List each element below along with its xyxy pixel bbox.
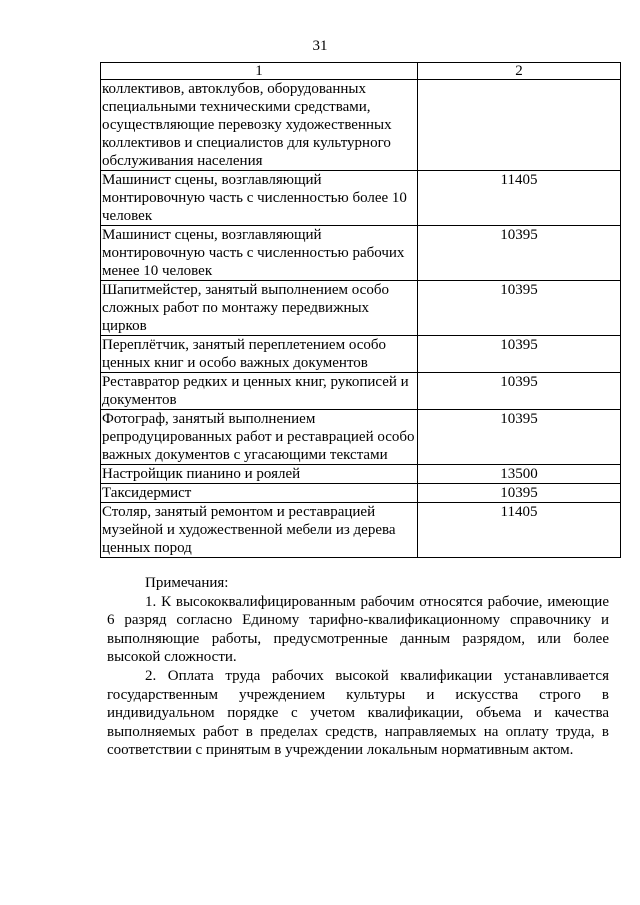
notes-title: Примечания: [145, 575, 229, 591]
table-row [101, 226, 621, 281]
salary-amount: 10395 [418, 336, 621, 373]
position-name: коллективов, автоклубов, оборудованных специальными техническими средствами, осуществляющие перевозку художественных коллективов и специалистов для культурного обслуживания населения [101, 80, 418, 171]
column-header-1: 1 [101, 63, 418, 80]
position-name: Реставратор редких и ценных книг, рукописей и документов [101, 373, 418, 410]
position-name: Шапитмейстер, занятый выполнением особо сложных работ по монтажу передвижных цирков [101, 281, 418, 336]
position-name: Столяр, занятый ремонтом и реставрацией музейной и художественной мебели из дерева ценных пород [101, 503, 418, 558]
salary-amount: 13500 [418, 465, 621, 484]
column-header-2: 2 [418, 63, 621, 80]
salary-amount: 10395 [418, 373, 621, 410]
salary-amount: 10395 [418, 410, 621, 465]
note-item: 1. К высококвалифицированным рабочим относятся рабочие, имеющие 6 разряд согласно Единому тарифно-квалификационному справочнику и выполняющие работы, предусмотренные данным разрядом, или более высокой сложности. [107, 593, 609, 666]
table-row [101, 373, 621, 410]
position-name: Машинист сцены, возглавляющий монтировочную часть с численностью более 10 человек [101, 171, 418, 226]
position-name: Переплётчик, занятый переплетением особо ценных книг и особо важных документов [101, 336, 418, 373]
table-row [101, 336, 621, 373]
salary-amount: 11405 [418, 503, 621, 558]
position-name: Фотограф, занятый выполнением репродуцированных работ и реставрацией особо важных документов с угасающими текстами [101, 410, 418, 465]
salary-table [100, 62, 621, 558]
table-row [101, 465, 621, 484]
salary-amount: 10395 [418, 226, 621, 281]
table-row [101, 484, 621, 503]
page-number: 31 [312, 38, 328, 54]
table-row [101, 281, 621, 336]
position-name: Настройщик пианино и роялей [101, 465, 418, 484]
note-item: 2. Оплата труда рабочих высокой квалификации устанавливается государственным учреждением культуры и искусства строго в индивидуальном порядке с учетом квалификации, объема и качества выполняемых работ в пределах средств, направляемых на оплату труда, в соответствии с принятым в учреждении локальным нормативным актом. [107, 667, 609, 759]
position-name: Машинист сцены, возглавляющий монтировочную часть с численностью рабочих менее 10 человек [101, 226, 418, 281]
salary-amount: 11405 [418, 171, 621, 226]
notes-section [107, 574, 609, 760]
table-row [101, 503, 621, 558]
salary-amount [418, 80, 621, 171]
table-row [101, 80, 621, 171]
position-name: Таксидермист [101, 484, 418, 503]
salary-amount: 10395 [418, 281, 621, 336]
table-row [101, 171, 621, 226]
salary-amount: 10395 [418, 484, 621, 503]
table-header-row [101, 63, 621, 80]
table-row [101, 410, 621, 465]
